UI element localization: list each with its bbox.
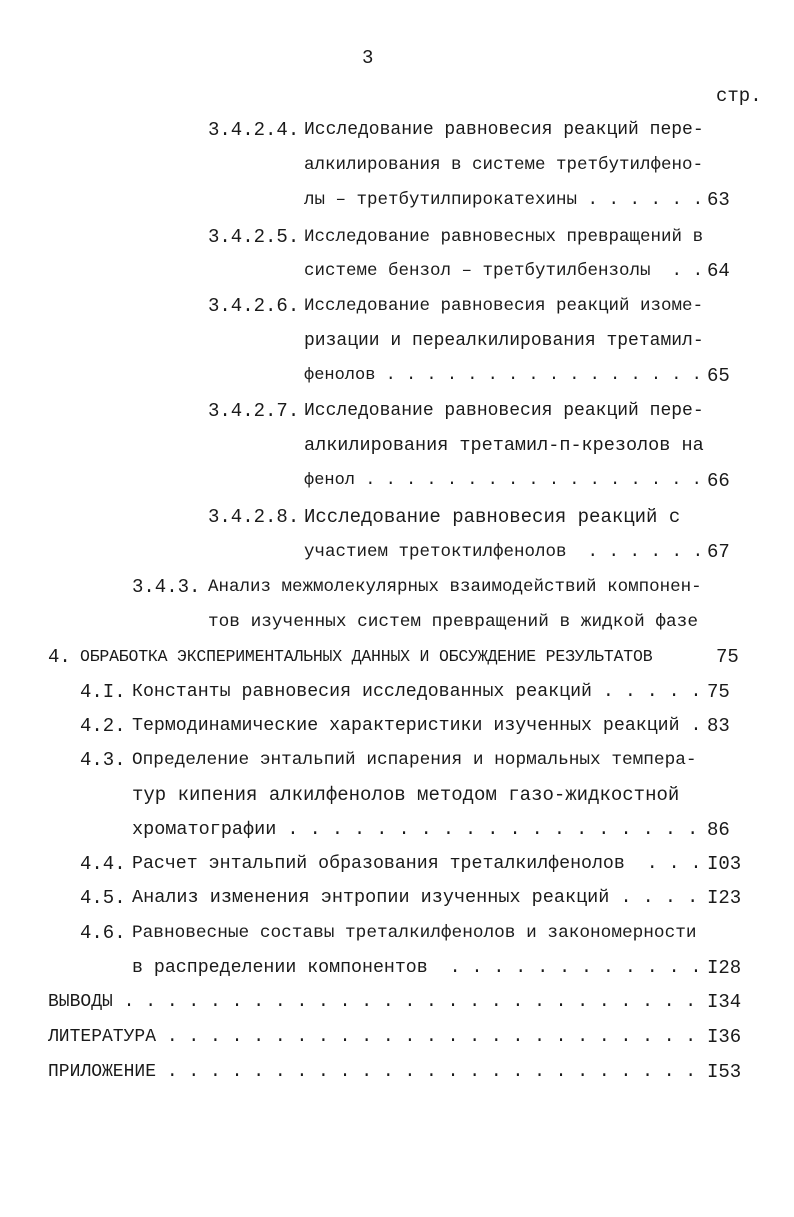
toc-entry-text: тур кипения алкилфенолов методом газо-жидкостной bbox=[132, 784, 680, 806]
toc-entry-number: 4.3. bbox=[80, 749, 126, 771]
toc-entry-number: 4.5. bbox=[80, 887, 126, 909]
toc-entry-text: Исследование равновесия реакций пере- bbox=[304, 401, 704, 421]
toc-entry-number: 3.4.2.7. bbox=[208, 400, 300, 422]
toc-entry-page: I03 bbox=[707, 853, 742, 875]
toc-entry-text: Определение энтальпий испарения и нормальных темпера- bbox=[132, 750, 697, 770]
toc-entry-page: I36 bbox=[707, 1026, 742, 1048]
toc-entry-text: Исследование равновесия реакций пере- bbox=[304, 120, 704, 140]
toc-entry-text: Равновесные составы треталкилфенолов и закономерности bbox=[132, 923, 697, 943]
toc-entry-page: 86 bbox=[707, 819, 730, 841]
toc-entry-number: 4.2. bbox=[80, 715, 126, 737]
toc-entry-page: 67 bbox=[707, 541, 730, 563]
toc-entry-page: 66 bbox=[707, 470, 730, 492]
toc-entry-page: I53 bbox=[707, 1061, 742, 1083]
toc-entry-number: 4.I. bbox=[80, 681, 126, 703]
toc-section-appendix: ПРИЛОЖЕНИЕ . . . . . . . . . . . . . . . . . . . . . . . . . bbox=[48, 1062, 697, 1082]
toc-entry-page: 83 bbox=[707, 715, 730, 737]
toc-entry-page: 65 bbox=[707, 365, 730, 387]
toc-entry-text: системе бензол – третбутилбензолы . . bbox=[304, 261, 704, 281]
toc-entry-text: участием третоктилфенолов . . . . . . bbox=[304, 542, 704, 562]
toc-entry-page: I28 bbox=[707, 957, 742, 979]
page-number: 3 bbox=[362, 47, 374, 69]
toc-entry-text: Исследование равновесия реакций изоме- bbox=[304, 296, 704, 316]
toc-entry-text: лы – третбутилпирокатехины . . . . . . bbox=[304, 190, 704, 210]
toc-entry-text: Исследование равновесных превращений в bbox=[304, 227, 704, 247]
toc-entry-text: алкилирования третамил-п-крезолов на bbox=[304, 435, 704, 456]
toc-entry-text: Термодинамические характеристики изученных реакций . bbox=[132, 716, 702, 736]
toc-chapter-title: ОБРАБОТКА ЭКСПЕРИМЕНТАЛЬНЫХ ДАННЫХ И ОБСУЖДЕНИЕ РЕЗУЛЬТАТОВ bbox=[80, 647, 653, 666]
toc-entry-text: тов изученных систем превращений в жидкой фазе bbox=[208, 612, 698, 632]
toc-section-conclusions: ВЫВОДЫ . . . . . . . . . . . . . . . . . . . . . . . . . . . bbox=[48, 992, 697, 1012]
toc-entry-text: хроматографии . . . . . . . . . . . . . . . . . . . bbox=[132, 819, 699, 840]
page-column-label: стр. bbox=[716, 85, 762, 107]
toc-entry-text: Анализ изменения энтропии изученных реакций . . . . bbox=[132, 887, 699, 908]
toc-entry-number: 3.4.3. bbox=[132, 576, 201, 598]
toc-entry-number: 3.4.2.6. bbox=[208, 295, 300, 317]
toc-entry-page: I34 bbox=[707, 991, 742, 1013]
toc-entry-text: Исследование равновесия реакций с bbox=[304, 506, 681, 528]
toc-entry-text: алкилирования в системе третбутилфено- bbox=[304, 155, 704, 175]
toc-entry-page: 63 bbox=[707, 189, 730, 211]
toc-chapter-number: 4. bbox=[48, 646, 71, 668]
toc-entry-number: 3.4.2.4. bbox=[208, 119, 300, 141]
toc-entry-text: Расчет энтальпий образования треталкилфенолов . . . bbox=[132, 854, 702, 874]
toc-entry-text: Константы равновесия исследованных реакций . . . . . bbox=[132, 682, 702, 702]
toc-entry-page: 75 bbox=[716, 646, 739, 668]
toc-entry-text: фенол . . . . . . . . . . . . . . . . . bbox=[304, 471, 702, 490]
toc-entry-text: Анализ межмолекулярных взаимодействий компонен- bbox=[208, 577, 702, 597]
toc-entry-page: I23 bbox=[707, 887, 742, 909]
toc-entry-page: 75 bbox=[707, 681, 730, 703]
toc-entry-page: 64 bbox=[707, 260, 730, 282]
toc-entry-text: фенолов . . . . . . . . . . . . . . . . bbox=[304, 366, 702, 385]
toc-entry-number: 4.4. bbox=[80, 853, 126, 875]
toc-entry-number: 3.4.2.5. bbox=[208, 226, 300, 248]
toc-section-references: ЛИТЕРАТУРА . . . . . . . . . . . . . . . . . . . . . . . . . bbox=[48, 1027, 697, 1047]
toc-entry-text: ризации и переалкилирования третамил- bbox=[304, 331, 704, 351]
toc-entry-number: 4.6. bbox=[80, 922, 126, 944]
toc-entry-text: в распределении компонентов . . . . . . . . . . . . bbox=[132, 958, 702, 978]
toc-entry-number: 3.4.2.8. bbox=[208, 506, 300, 528]
